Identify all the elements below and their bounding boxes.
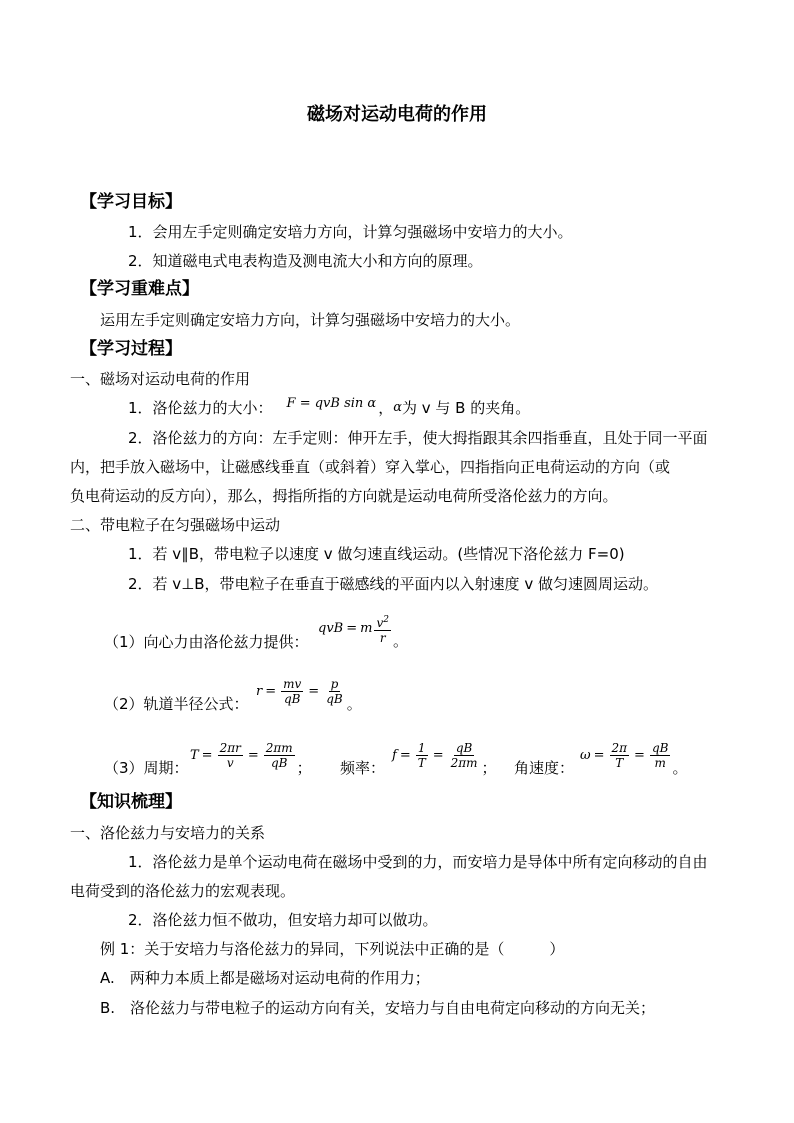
frequency-formula: f = $\frac{1}{T}$ = $\frac{qB}{2\pi m}$ ；: [392, 741, 497, 777]
lorentz-direction-line-3: 负电荷运动的反方向），那么，拇指所指的方向就是运动电荷所受洛伦兹力的方向。: [70, 487, 618, 505]
radius-formula: r = $\frac{mv}{qB}$ = $\frac{p}{qB}$ 。: [256, 677, 362, 713]
key-text: 运用左手定则确定安培力方向，计算匀强磁场中安培力的大小。: [100, 311, 521, 329]
frequency-label: 频率：: [340, 759, 386, 777]
review-item-1-line-1: 1．洛伦兹力是单个运动电荷在磁场中受到的力，而安培力是导体中所有定向移动的自由: [128, 853, 708, 871]
process-part1-title: 一、磁场对运动电荷的作用: [70, 370, 251, 388]
goal-item-1: 1．会用左手定则确定安培力方向，计算匀强磁场中安培力的大小。: [128, 223, 573, 241]
review-heading: 【知识梳理】: [80, 792, 182, 812]
lorentz-magnitude-label: 1．洛伦兹力的大小：: [128, 399, 273, 417]
radius-label: （2）轨道半径公式：: [104, 695, 249, 713]
centripetal-label: （1）向心力由洛伦兹力提供：: [104, 633, 309, 651]
lorentz-formula: F = qvB sin α: [286, 396, 377, 411]
alpha-symbol: α: [393, 400, 402, 415]
lorentz-direction-line-2: 内，把手放入磁场中，让磁感线垂直（或斜着）穿入掌心，四指指向正电荷运动的方向（或: [70, 458, 671, 476]
perpendicular-case: 2．若 v⊥B，带电粒子在垂直于磁感线的平面内以入射速度 v 做匀速圆周运动。: [128, 575, 658, 593]
lorentz-direction-line-1: 2．洛伦兹力的方向：左手定则：伸开左手，使大拇指跟其余四指垂直，且处于同一平面: [128, 429, 708, 447]
period-formula: T = $\frac{2\pi r}{v}$ = $\frac{2\pi m}{qB}$ ；: [190, 741, 312, 777]
review-item-2: 2．洛伦兹力恒不做功，但安培力却可以做功。: [128, 911, 438, 929]
key-heading: 【学习重难点】: [80, 279, 199, 299]
omega-formula: ω = $\frac{2\pi}{T}$ = $\frac{qB}{m}$ 。: [580, 741, 688, 777]
period-label: （3）周期：: [104, 759, 189, 777]
centripetal-formula: qvB = m $\frac{v^2}{r}$ 。: [318, 614, 408, 650]
parallel-case: 1．若 v∥B，带电粒子以速度 v 做匀速直线运动。(些情况下洛伦兹力 F=0): [128, 545, 625, 563]
review-item-1-line-2: 电荷受到的洛伦兹力的宏观表现。: [70, 882, 296, 900]
example-1-question: 例 1：关于安培力与洛伦兹力的异同，下列说法中正确的是（ ）: [100, 940, 565, 958]
page-title: 磁场对运动电荷的作用: [307, 104, 487, 125]
example-1-option-a: A. 两种力本质上都是磁场对运动电荷的作用力；: [100, 969, 430, 987]
alpha-description: 为 v 与 B 的夹角。: [402, 399, 531, 417]
omega-label: 角速度：: [514, 759, 575, 777]
goals-heading: 【学习目标】: [80, 192, 182, 212]
lorentz-magnitude-line: 1．洛伦兹力的大小： F = qvB sin α ， α 为 v 与 B 的夹角。: [128, 396, 531, 417]
process-heading: 【学习过程】: [80, 339, 182, 359]
review-part1-title: 一、洛伦兹力与安培力的关系: [70, 824, 266, 842]
example-1-option-b: B. 洛伦兹力与带电粒子的运动方向有关，安培力与自由电荷定向移动的方向无关；: [100, 999, 656, 1017]
goal-item-2: 2．知道磁电式电表构造及测电流大小和方向的原理。: [128, 252, 483, 270]
process-part2-title: 二、带电粒子在匀强磁场中运动: [70, 516, 281, 534]
